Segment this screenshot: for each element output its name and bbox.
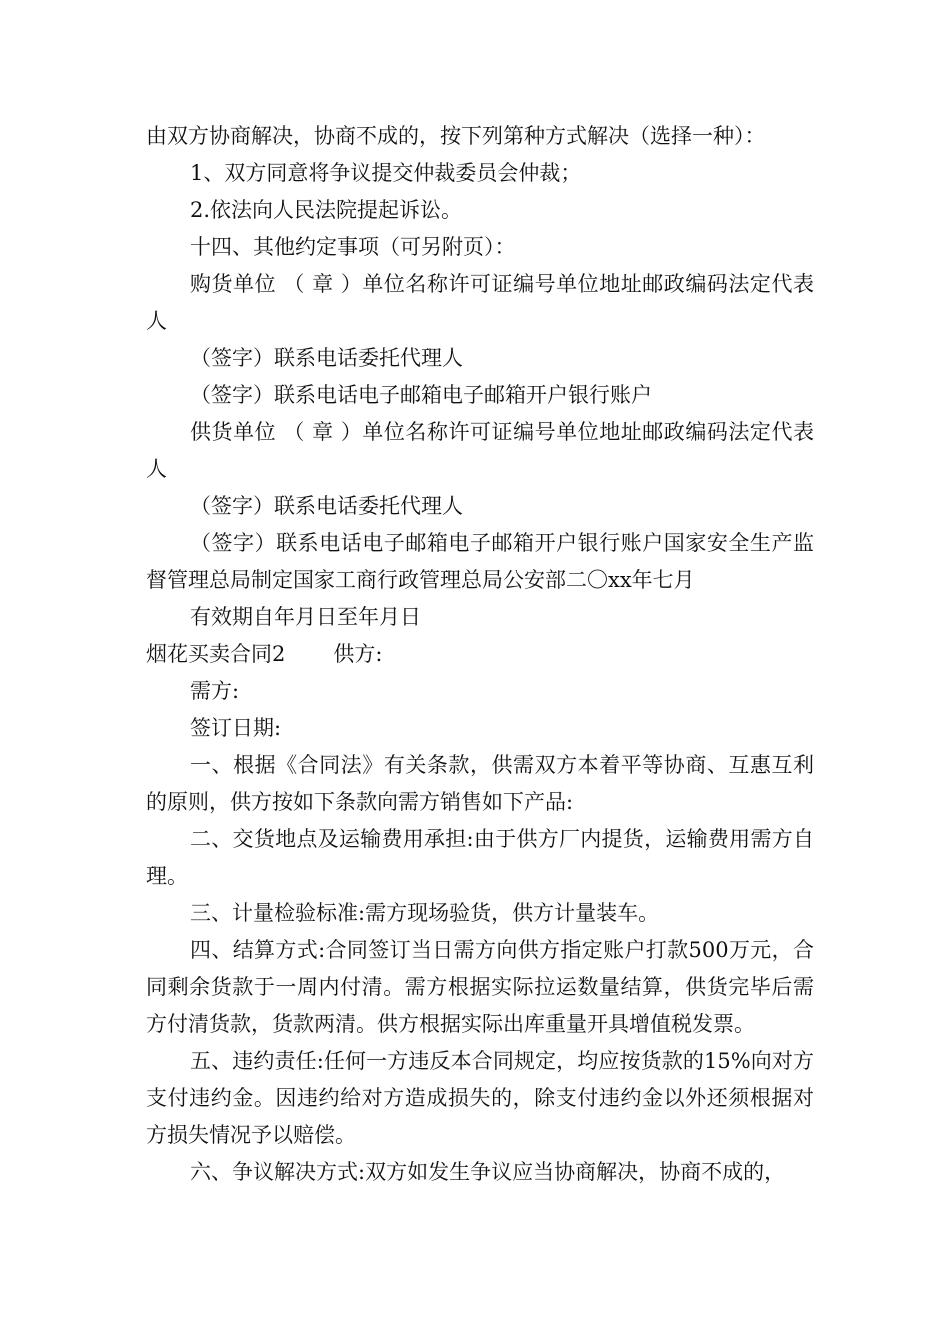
paragraph: 购货单位 （ 章 ）单位名称许可证编号单位地址邮政编码法定代表人	[146, 272, 814, 333]
paragraph: 四、结算方式:合同签订当日需方向供方指定账户打款500万元，合同剩余货款于一周内付清。需方根据实际拉运数量结算，供货完毕后需方付清货款，货款两清。供方根据实际出库重量开具增值税发票。	[146, 938, 814, 1036]
paragraph: （签字）联系电话电子邮箱电子邮箱开户银行账户	[190, 383, 652, 407]
paragraph: 六、争议解决方式:双方如发生争议应当协商解决，协商不成的，	[190, 1160, 786, 1184]
paragraph: 五、违约责任:任何一方违反本合同规定，均应按货款的15%向对方支付违约金。因违约给对方造成损失的，除支付违约金以外还须根据对方损失情况予以赔偿。	[146, 1049, 814, 1147]
contract1-tail	[146, 118, 814, 636]
paragraph: 签订日期:	[190, 716, 282, 740]
paragraph: （签字）联系电话电子邮箱电子邮箱开户银行账户国家安全生产监督管理总局制定国家工商行政管理总局公安部二〇xx年七月	[146, 531, 814, 592]
paragraph: 1、双方同意将争议提交仲裁委员会仲裁；	[190, 161, 582, 185]
contract2-body	[146, 673, 814, 1191]
paragraph: 需方:	[190, 679, 240, 703]
contract2-supplier-label: 供方:	[333, 642, 383, 666]
paragraph: 三、计量检验标准:需方现场验货，供方计量装车。	[190, 901, 660, 925]
paragraph: 一、根据《合同法》有关条款，供需双方本着平等协商、互惠互利的原则，供方按如下条款向需方销售如下产品:	[146, 753, 814, 814]
document-body	[146, 118, 814, 1191]
contract2-heading-line	[146, 636, 814, 673]
contract2-title: 烟花买卖合同2	[146, 642, 286, 666]
paragraph: 由双方协商解决，协商不成的，按下列第种方式解决（选择一种）：	[146, 124, 766, 148]
paragraph: （签字）联系电话委托代理人	[190, 346, 463, 370]
paragraph: 十四、其他约定事项（可另附页）：	[190, 235, 516, 259]
paragraph: 二、交货地点及运输费用承担:由于供方厂内提货，运输费用需方自理。	[146, 827, 814, 888]
paragraph: （签字）联系电话委托代理人	[190, 494, 463, 518]
paragraph: 供货单位 （ 章 ）单位名称许可证编号单位地址邮政编码法定代表人	[146, 420, 814, 481]
paragraph: 2.依法向人民法院提起诉讼。	[190, 198, 463, 222]
paragraph: 有效期自年月日至年月日	[190, 605, 421, 629]
